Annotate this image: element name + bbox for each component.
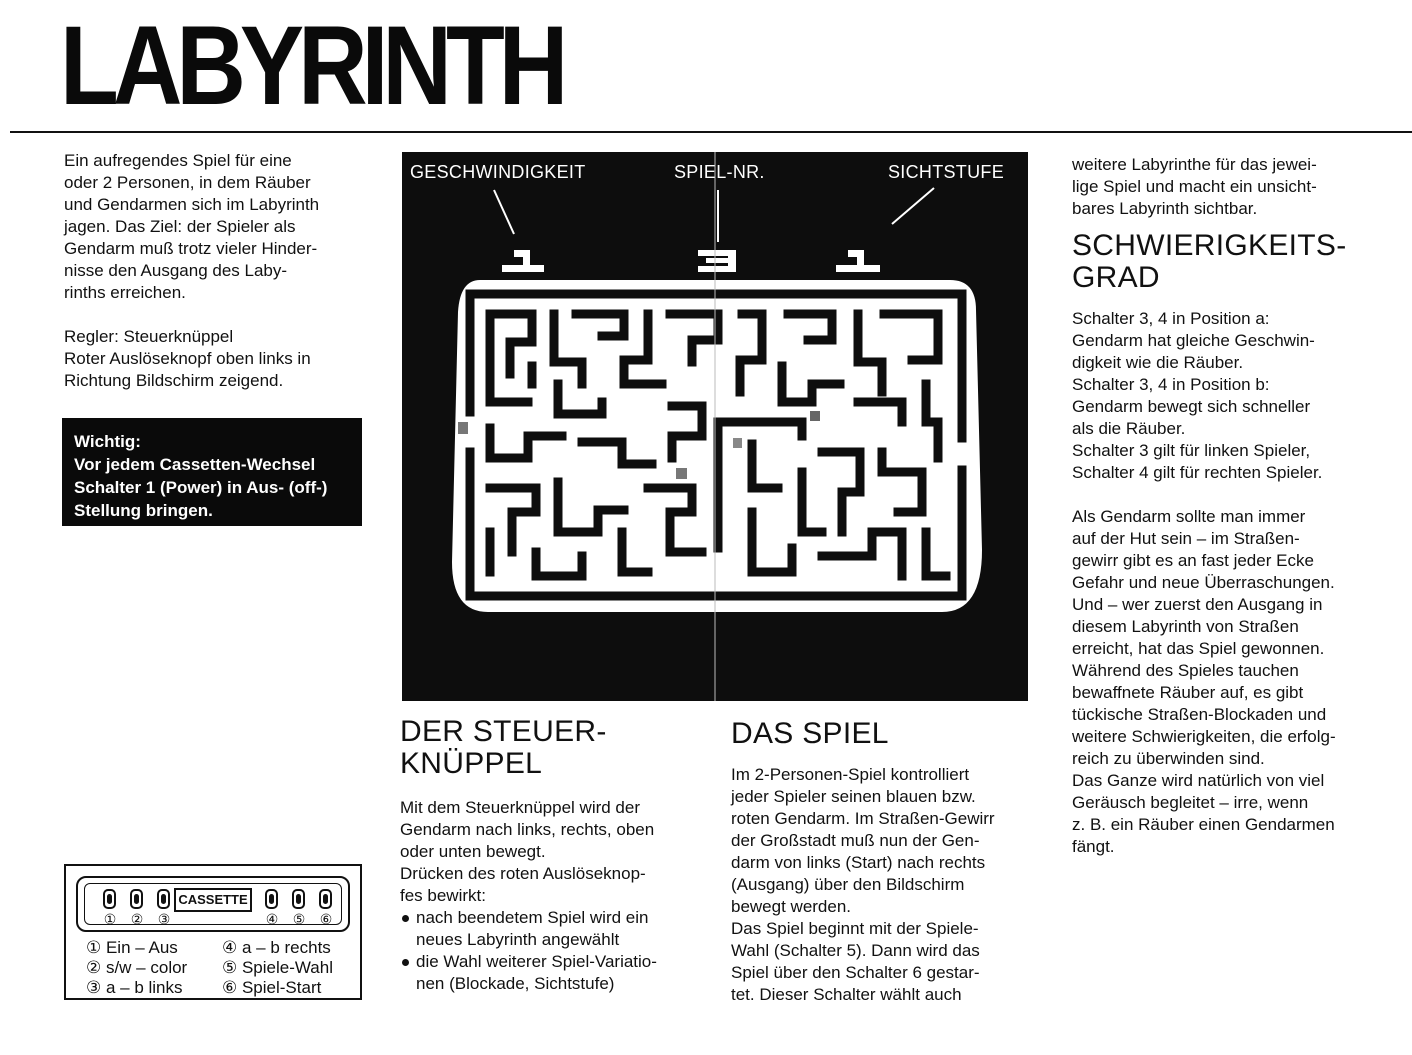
steuer-column xyxy=(400,797,700,995)
spiel-heading: DAS SPIEL xyxy=(731,717,889,750)
switch-number: ② xyxy=(130,911,144,927)
spiel-paragraph: Im 2-Personen-Spiel kontrolliert jeder Spieler seinen blauen bzw. roten Gendarm. Im Straßen-Gewirr der Großstadt muß nun der Gen- darm von links (Start) nach rechts (Ausgang) über den Bildschirm bewegt werden. Das Spiel beginnt mit der Spiele- Wahl (Schalter 5). Dann wird das Spiel über den Schalter 6 gestar- tet. Dieser Schalter wählt auch xyxy=(731,765,995,1004)
switch-5-icon xyxy=(292,889,305,909)
continuation-paragraph: weitere Labyrinthe für das jewei- lige Spiel und macht ein unsicht- bares Labyrinth sichtbar. xyxy=(1072,155,1317,218)
switch-2-icon xyxy=(130,889,143,909)
player-sprite-icon xyxy=(458,422,468,434)
robber-sprite-icon xyxy=(810,411,820,421)
switch-6-icon xyxy=(319,889,332,909)
difficulty-heading: SCHWIERIGKEITS- GRAD xyxy=(1072,229,1347,294)
speed-digit xyxy=(502,250,544,272)
steuer-bullets xyxy=(400,907,700,995)
legend-item: ⑤ Spiele-Wahl xyxy=(222,958,333,977)
legend-right xyxy=(222,938,333,998)
switch-4-icon xyxy=(265,889,278,909)
maze-graphic xyxy=(402,152,1028,701)
page-title: LABYRINTH xyxy=(60,3,563,128)
warning-box: Wichtig: Vor jedem Cassetten-Wechsel Schalter 1 (Power) in Aus- (off-) Stellung bringen. xyxy=(62,418,362,526)
intro-paragraph: Ein aufregendes Spiel für eine oder 2 Personen, in dem Räuber und Gendarmen sich im Labyrinth jagen. Das Ziel: der Spieler als Gendarm muß trotz vieler Hinder- nisse den Ausgang des Laby- rinths erreichen. xyxy=(64,151,320,302)
difficulty-paragraph: Schalter 3, 4 in Position a: Gendarm hat gleiche Geschwin- digkeit wie die Räuber. Schalter 3, 4 in Position b: Gendarm bewegt sich schneller als die Räuber. Schalter 3 gilt für linken Spieler, Schalter 4 gilt für rechten Spieler. xyxy=(1072,309,1323,482)
legend-left xyxy=(86,938,187,998)
visibility-digit xyxy=(836,250,880,272)
switch-3-icon xyxy=(157,889,170,909)
switch-number: ③ xyxy=(157,911,171,927)
steuer-paragraph: Mit dem Steuerknüppel wird der Gendarm nach links, rechts, oben oder unten bewegt. Drücken des roten Auslöseknop- fes bewirkt: xyxy=(400,798,655,905)
bullet-item: nach beendetem Spiel wird ein neues Labyrinth angewählt xyxy=(400,907,700,951)
legend-item: ④ a – b rechts xyxy=(222,938,331,957)
legend-item: ① Ein – Aus xyxy=(86,938,178,957)
visibility-label: SICHTSTUFE xyxy=(888,162,1005,182)
game-screen-image xyxy=(402,152,1028,701)
legend-item: ② s/w – color xyxy=(86,958,188,977)
legend-item: ③ a – b links xyxy=(86,978,183,997)
game-number-label: SPIEL-NR. xyxy=(674,162,765,182)
bullet-item: die Wahl weiterer Spiel-Variatio- nen (Blockade, Sichtstufe) xyxy=(400,951,700,995)
cassette-console xyxy=(76,876,350,932)
switch-number: ⑤ xyxy=(292,911,306,927)
legend-item: ⑥ Spiel-Start xyxy=(222,978,322,997)
cassette-slot-label: CASSETTE xyxy=(174,888,252,912)
robber-sprite-icon xyxy=(733,438,742,448)
difficulty-column xyxy=(1072,154,1382,858)
gameplay-paragraph: Als Gendarm sollte man immer auf der Hut sein – im Straßen- gewirr gibt es an fast jeder Ecke Gefahr und neue Überraschungen. Und – wer zuerst den Ausgang in diesem Labyrinth von Straßen erreicht, hat das Spiel gewonnen. Während des Spieles tauchen bewaffnete Räuber auf, es gibt tückische Straßen-Blockaden und weitere Schwierigkeiten, die erfolg- reich zu überwinden sind. Das Ganze wird natürlich von viel Geräusch begleitet – irre, wenn z. B. ein Räuber einen Gendarmen fängt. xyxy=(1072,507,1336,856)
intro-column xyxy=(64,150,364,392)
robber-sprite-icon xyxy=(676,468,687,479)
switch-number: ④ xyxy=(265,911,279,927)
spiel-column xyxy=(731,764,1031,1006)
cassette-diagram xyxy=(64,864,362,1000)
switch-number: ① xyxy=(103,911,117,927)
header-rule xyxy=(10,131,1412,133)
steuer-heading: DER STEUER- KNÜPPEL xyxy=(400,715,607,780)
speed-label: GESCHWINDIGKEIT xyxy=(410,162,586,182)
switch-1-icon xyxy=(103,889,116,909)
controls-paragraph: Regler: Steuerknüppel Roter Auslöseknopf oben links in Richtung Bildschirm zeigend. xyxy=(64,327,311,390)
switch-number: ⑥ xyxy=(319,911,333,927)
game-number-digit xyxy=(698,250,736,272)
